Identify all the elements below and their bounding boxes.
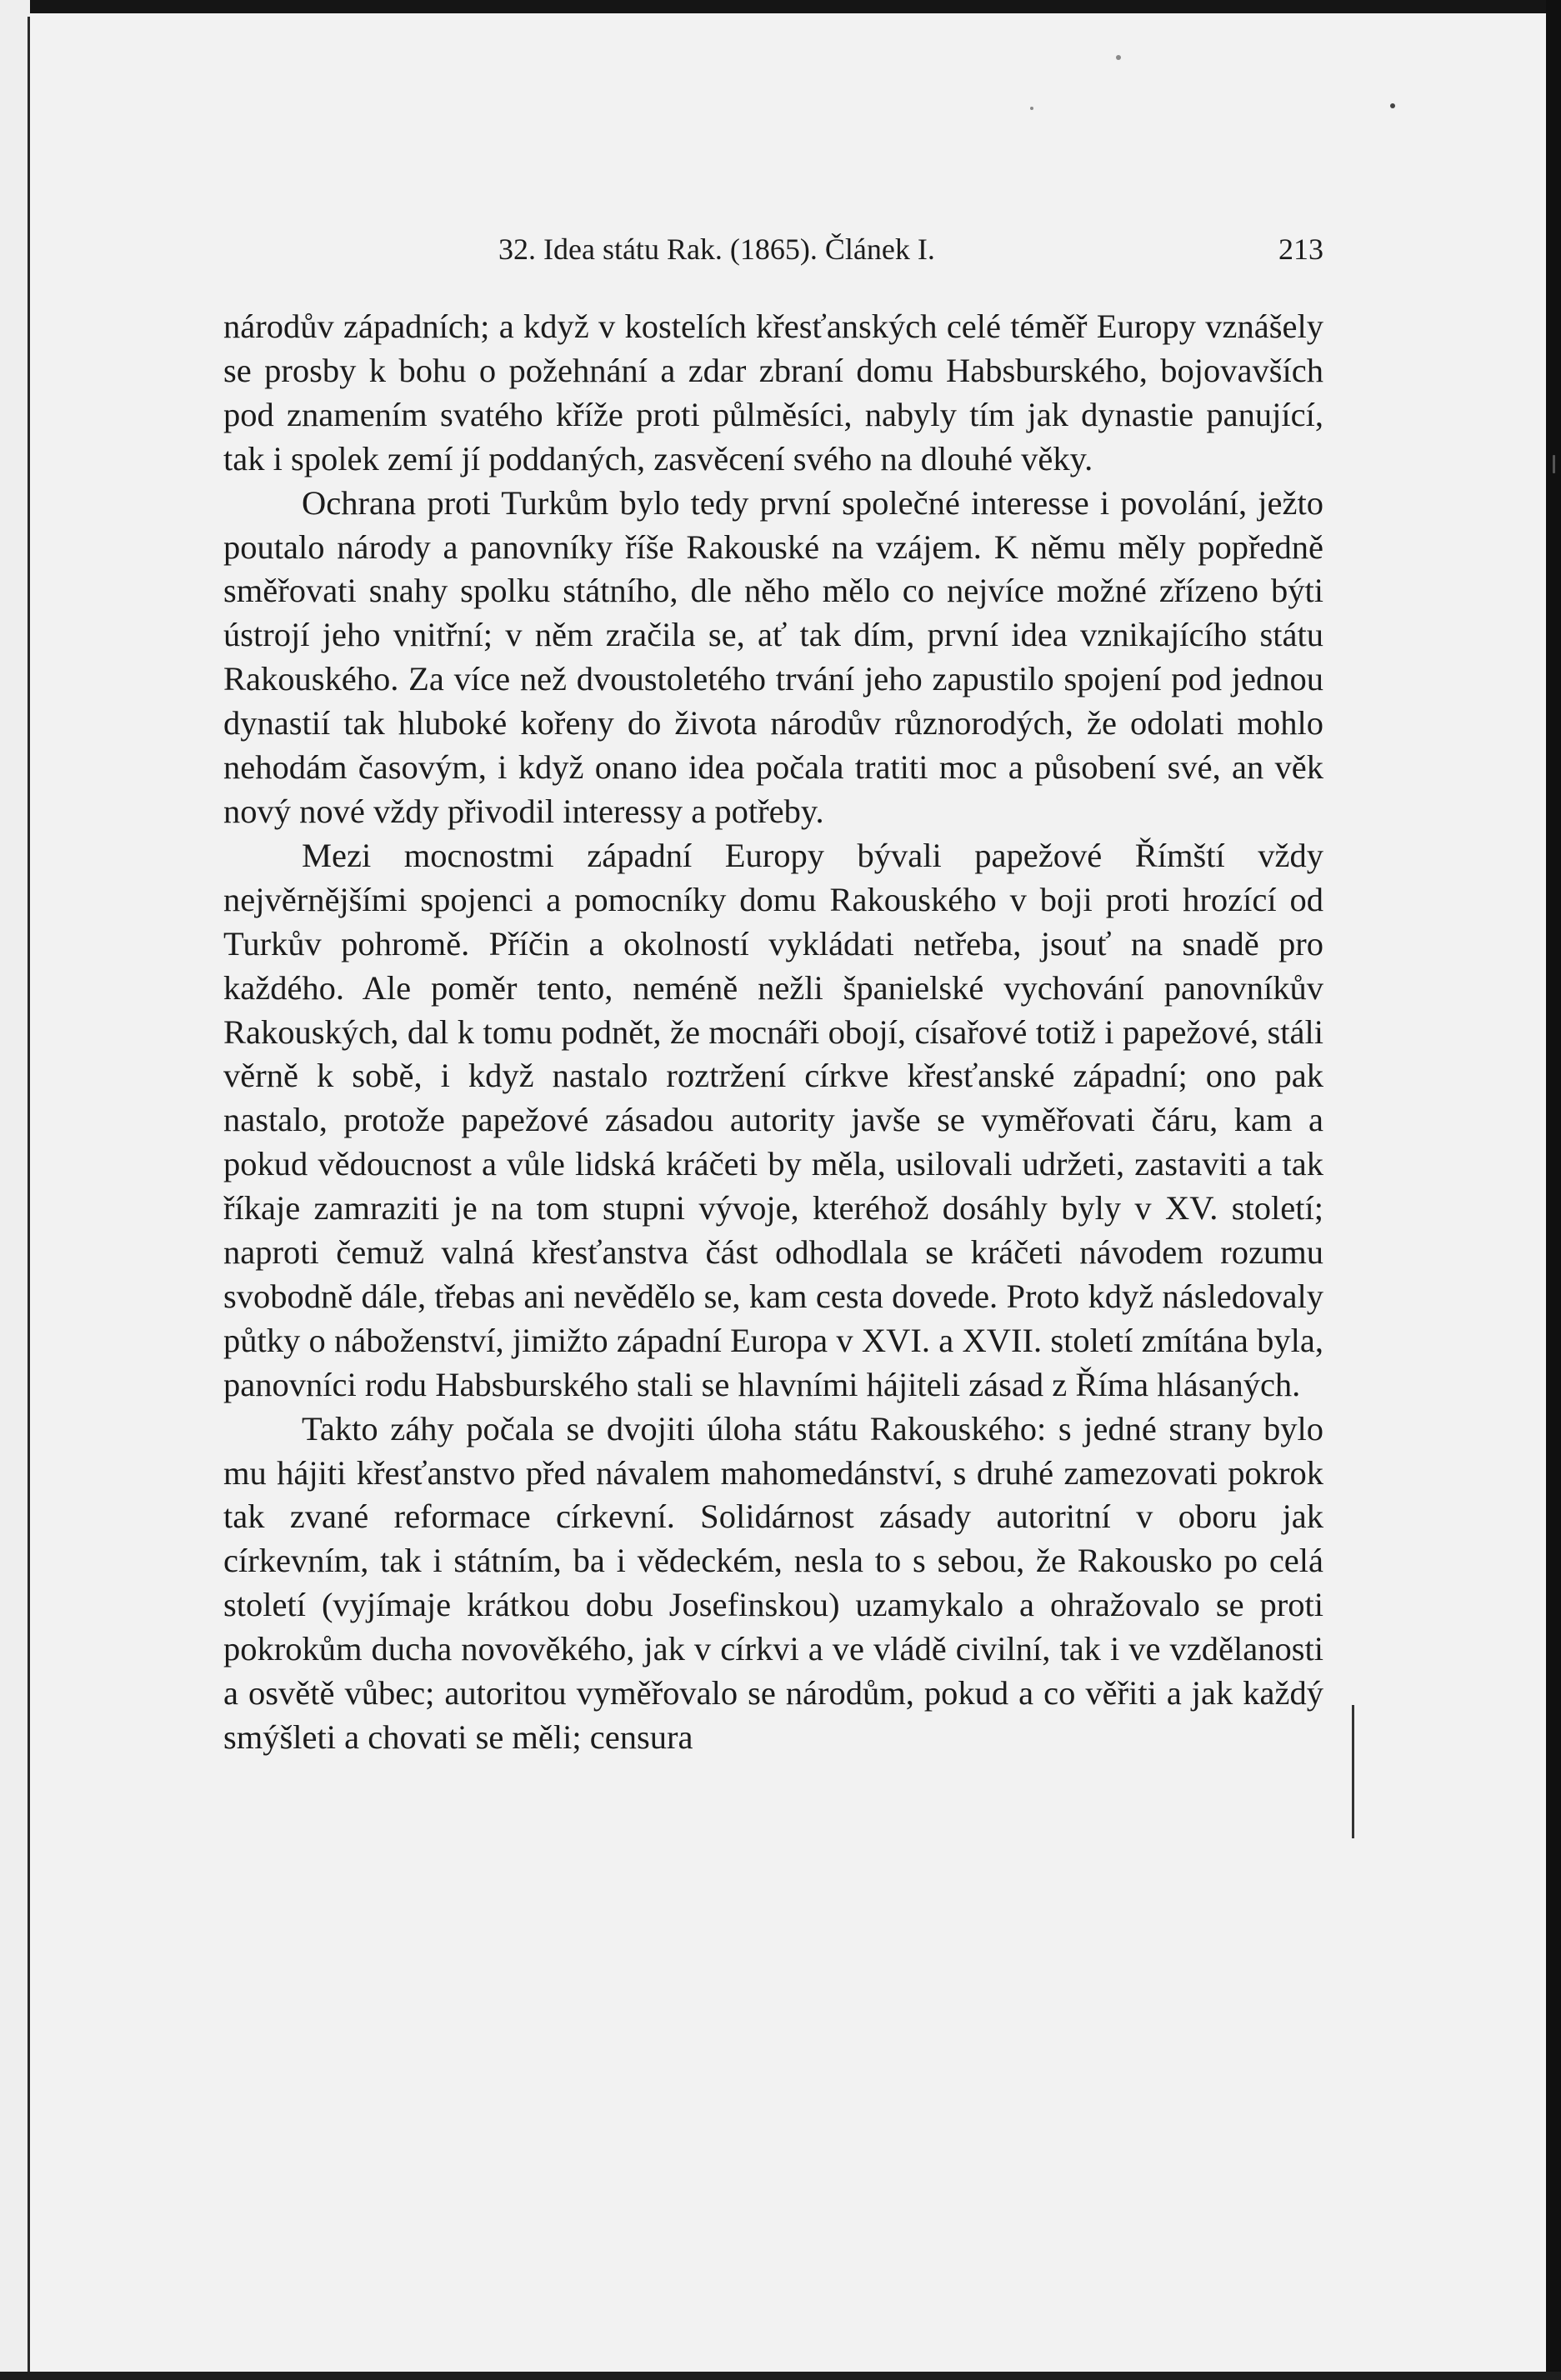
scan-border-left xyxy=(0,0,30,2380)
paragraph-3: Mezi mocnostmi západní Europy bývali papežové Římští vždy nejvěrnějšími spojenci a pomocníky domu Rakouského v boji proti hrozící od Turkův pohromě. Příčin a okolností vykládati netřeba, jsouť na snadě pro každého. Ale poměr tento, neméně nežli španielské vychování panovníkův Rakouských, dal k tomu podnět, že mocnáři obojí, císařové totiž i papežové, stáli věrně k sobě, i když nastalo roztržení církve křesťanské západní; ono pak nastalo, protože papežové zásadou autority javše se vyměřovati čáru, kam a pokud vědoucnost a vůle lidská kráčeti by měla, usilovali udržeti, zastaviti a tak říkaje zamraziti je na tom stupni vývoje, kteréhož dosáhly byly v XV. století; naproti čemuž valná křesťanstva část odhodlala se kráčeti návodem rozumu svobodně dále, třebas ani nevědělo se, kam cesta dovede. Proto když následovaly půtky o náboženství, jimižto západní Europa v XVI. a XVII. století zmítána byla, panovníci rodu Habsburského stali se hlavními hájiteli zásad z Říma hlásaných. xyxy=(223,836,1323,1403)
paragraph-4: Takto záhy počala se dvojiti úloha státu Rakouského: s jedné strany bylo mu hájiti křesťanstvo před návalem mahomedánství, s druhé zamezovati pokrok tak zvané reformace církevní. Solidárnost zásady autoritní v oboru jak církevním, tak i státním, ba i vědeckém, nesla to s sebou, že Rakousko po celá století (vyjímaje krátkou dobu Josefinskou) uzamykalo a ohražovalo se proti pokrokům ducha novověkého, jak v církvi a ve vládě civilní, tak i ve vzdělanosti a osvětě vůbec; autoritou vyměřovalo se národům, pokud a co věřiti a jak každý smýšleti a chovati se měli; censura xyxy=(223,1409,1323,1756)
paragraph-2: Ochrana proti Turkům bylo tedy první společné interesse i povolání, ježto poutalo národy a panovníky říše Rakouské na vzájem. K němu měly popředně směřovati snahy spolku státního, dle něho mělo co nejvíce možné zřízeno býti ústrojí jeho vnitřní; v něm zračila se, ať tak dím, první idea vznikajícího státu Rakouského. Za více než dvoustoletého trvání jeho zapustilo spojení pod jednou dynastií tak hluboké kořeny do života národův různorodých, že odolati mohlo nehodám časovým, i když onano idea počala tratiti moc a působení své, an věk nový nové vždy přivodil interessy a potřeby. xyxy=(223,483,1323,830)
paper-speck xyxy=(1030,107,1033,110)
scan-border-right xyxy=(1546,0,1561,2380)
paper-speck xyxy=(1553,455,1555,473)
text-body xyxy=(223,305,1323,1760)
paragraph-1: národův západních; a když v kostelích křesťanských celé téměř Europy vznášely se prosby k bohu o požehnání a zdar zbraní domu Habsburského, bojovavších pod znamením svatého kříže proti půlměsíci, nabyly tím jak dynastie panující, tak i spolek zemí jí poddaných, zasvěcení svého na dlouhé věky. xyxy=(223,308,1323,478)
scan-border-bottom xyxy=(0,2372,1561,2380)
margin-mark xyxy=(1352,1705,1354,1838)
page-number: 213 xyxy=(1278,232,1323,266)
paper-speck xyxy=(1116,55,1121,60)
scan-border-top xyxy=(0,0,1561,13)
running-title: 32. Idea státu Rak. (1865). Článek I. xyxy=(498,232,935,266)
paper-speck xyxy=(1390,103,1395,108)
running-head xyxy=(225,227,1323,277)
